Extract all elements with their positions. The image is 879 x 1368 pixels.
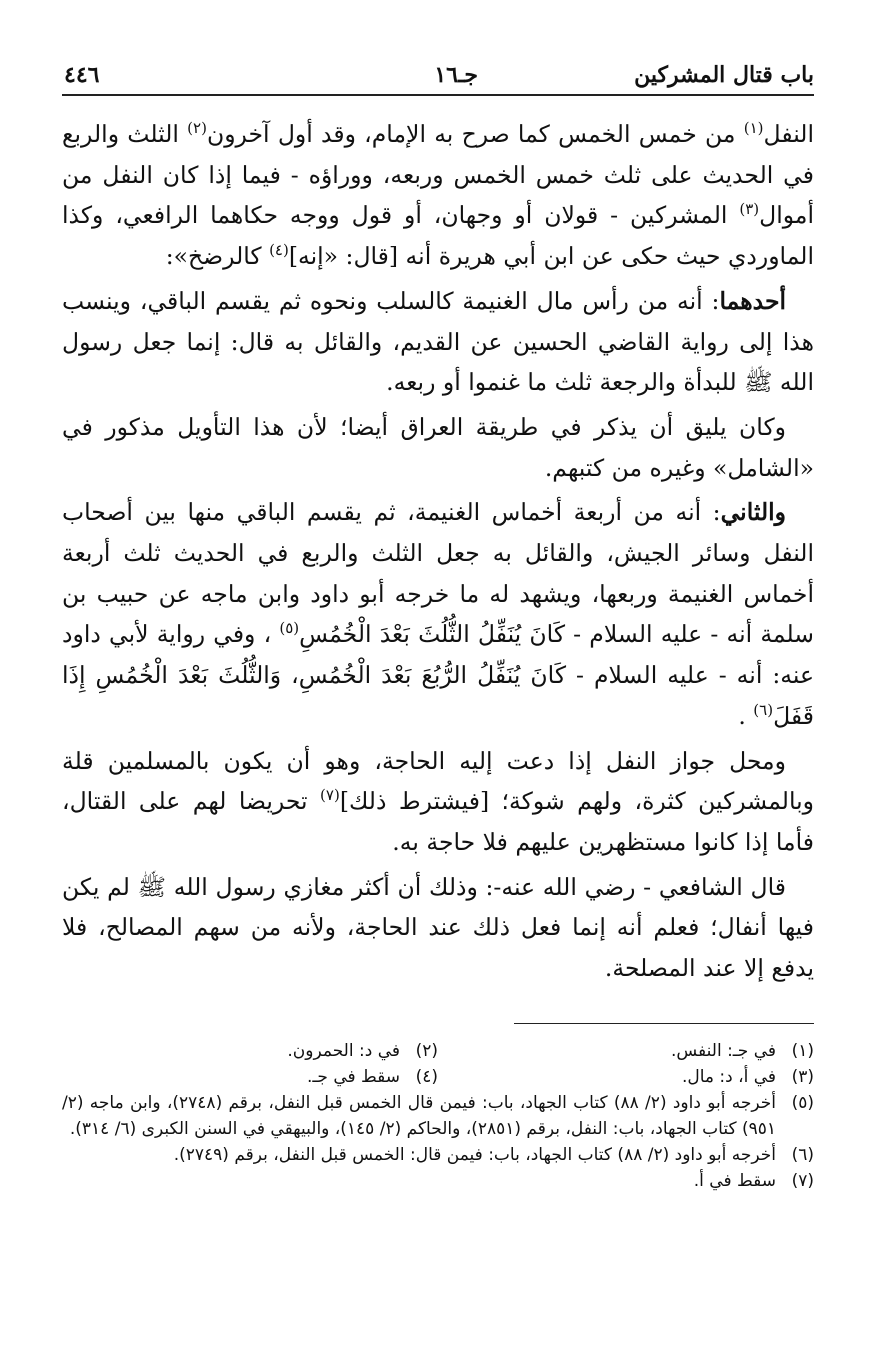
- footnote-row: [62, 1064, 814, 1090]
- paragraph-lead: والثاني: [720, 498, 786, 527]
- volume-label: جـ١٦: [434, 62, 478, 88]
- footnote-item: (٢) في د: الحمرون.: [287, 1040, 438, 1061]
- paragraph: [62, 114, 814, 277]
- footnote-ref: (٦): [753, 701, 774, 720]
- paragraph-lead: أحدهما: [719, 286, 786, 315]
- paragraph: [62, 281, 814, 403]
- text-run: من خمس الخمس كما صرح به الإمام، وقد أول آخرون: [206, 120, 744, 148]
- paragraph: [62, 407, 814, 488]
- footnote-row: [62, 1038, 814, 1064]
- page-number: ٤٤٦: [64, 62, 100, 88]
- paragraph: [62, 492, 814, 736]
- footnote-separator: [514, 1023, 814, 1024]
- text-run: .: [738, 701, 754, 730]
- footnote-ref: (١): [743, 119, 764, 138]
- text-run: الثلث والربع في الحديث على ثلث خمس الخمس وربعه، ووراؤه - فيما إذا كان النفل من أموال: [62, 120, 814, 230]
- book-page: [62, 54, 814, 1194]
- footnote-item: (٤) سقط في جـ.: [307, 1066, 438, 1087]
- text-run: كالرضخ»:: [165, 242, 270, 271]
- text-run: ، وفي رواية لأبي داود عنه: أنه - عليه السلام - كَانَ يُنَفِّلُ الرُّبُعَ بَعْدَ الْخُمُسِ، وَالثُّلُثَ بَعْدَ الْخُمُسِ إِذَا قَفَلَ: [62, 620, 814, 730]
- footnote-item: (٥) أخرجه أبو داود (٢/ ٨٨) كتاب الجهاد، باب: فيمن قال الخمس قبل النفل، برقم (٢٧٤٨)، وابن ماجه (٢/ ٩٥١) كتاب الجهاد، باب: النفل، برقم (٢٨٥١)، والحاكم (٢/ ١٤٥)، والبيهقي في السنن الكبرى (٦/ ٣١٤).: [62, 1092, 814, 1139]
- text-run: تحريضا لهم على القتال، فأما إذا كانوا مستظهرين عليهم فلا حاجة به.: [62, 787, 814, 856]
- paragraph: [62, 867, 814, 989]
- footnote-ref: (٧): [320, 786, 340, 805]
- footnote-ref: (٢): [187, 119, 207, 138]
- text-run: قال الشافعي - رضي الله عنه-: وذلك أن أكثر مغازي رسول الله ﷺ لم يكن فيها أنفال؛ فعلم أنه إنما فعل ذلك عند الحاجة، ولأنه من سهم المصالح، فلا يدفع إلا عند المصلحة.: [62, 872, 814, 983]
- footnote-ref: (٣): [739, 200, 760, 219]
- footnotes: [62, 1038, 814, 1194]
- footnote-item: (٣) في أ، د: مال.: [681, 1066, 814, 1087]
- footnote-item: (٦) أخرجه أبو داود (٢/ ٨٨) كتاب الجهاد، باب: فيمن قال: الخمس قبل النفل، برقم (٢٧٤٩).: [173, 1144, 814, 1165]
- chapter-title: باب قتال المشركين: [634, 62, 814, 88]
- text-run: المشركين - قولان أو وجهان، أو قول ووجه حكاهما الرافعي، وكذا الماوردي حيث حكى عن ابن أبي هريرة أنه [قال: «إنه]: [62, 201, 814, 271]
- text-run: : أنه من أربعة أخماس الغنيمة، ثم يقسم الباقي منها بين أصحاب النفل وسائر الجيش، والقائل به جعل الثلث والربع في الحديث ثلث أربعة أخماس الغنيمة وربعها، ويشهد له ما خرجه أبو داود وابن ماجه عن حبيب بن سلمة أنه - عليه السلام - كَانَ يُنَفِّلُ الثُّلُثَ بَعْدَ الْخُمُسِ: [62, 498, 814, 649]
- footnote-ref: (٤): [269, 241, 289, 260]
- text-run: : أنه من رأس مال الغنيمة كالسلب ونحوه ثم يقسم الباقي، وينسب هذا إلى رواية القاضي الحسين عن القديم، والقائل به قال: إنما جعل رسول الله ﷺ للبدأة والرجعة ثلث ما غنموا أو ربعه.: [62, 286, 814, 397]
- text-run: ومحل جواز النفل إذا دعت إليه الحاجة، وهو أن يكون بالمسلمين قلة وبالمشركين كثرة، ولهم شوكة؛ [فيشترط ذلك]: [62, 746, 814, 816]
- footnote-ref: (٥): [279, 619, 300, 638]
- footnote-item: (١) في جـ: النفس.: [670, 1040, 814, 1061]
- footnote-item: (٧) سقط في أ.: [693, 1170, 814, 1191]
- text-run: النفل: [763, 120, 814, 148]
- paragraph: [62, 741, 814, 863]
- text-run: وكان يليق أن يذكر في طريقة العراق أيضا؛ لأن هذا التأويل مذكور في «الشامل» وغيره من كتبهم.: [62, 412, 814, 482]
- main-text: [62, 114, 814, 989]
- page-header: [62, 54, 814, 96]
